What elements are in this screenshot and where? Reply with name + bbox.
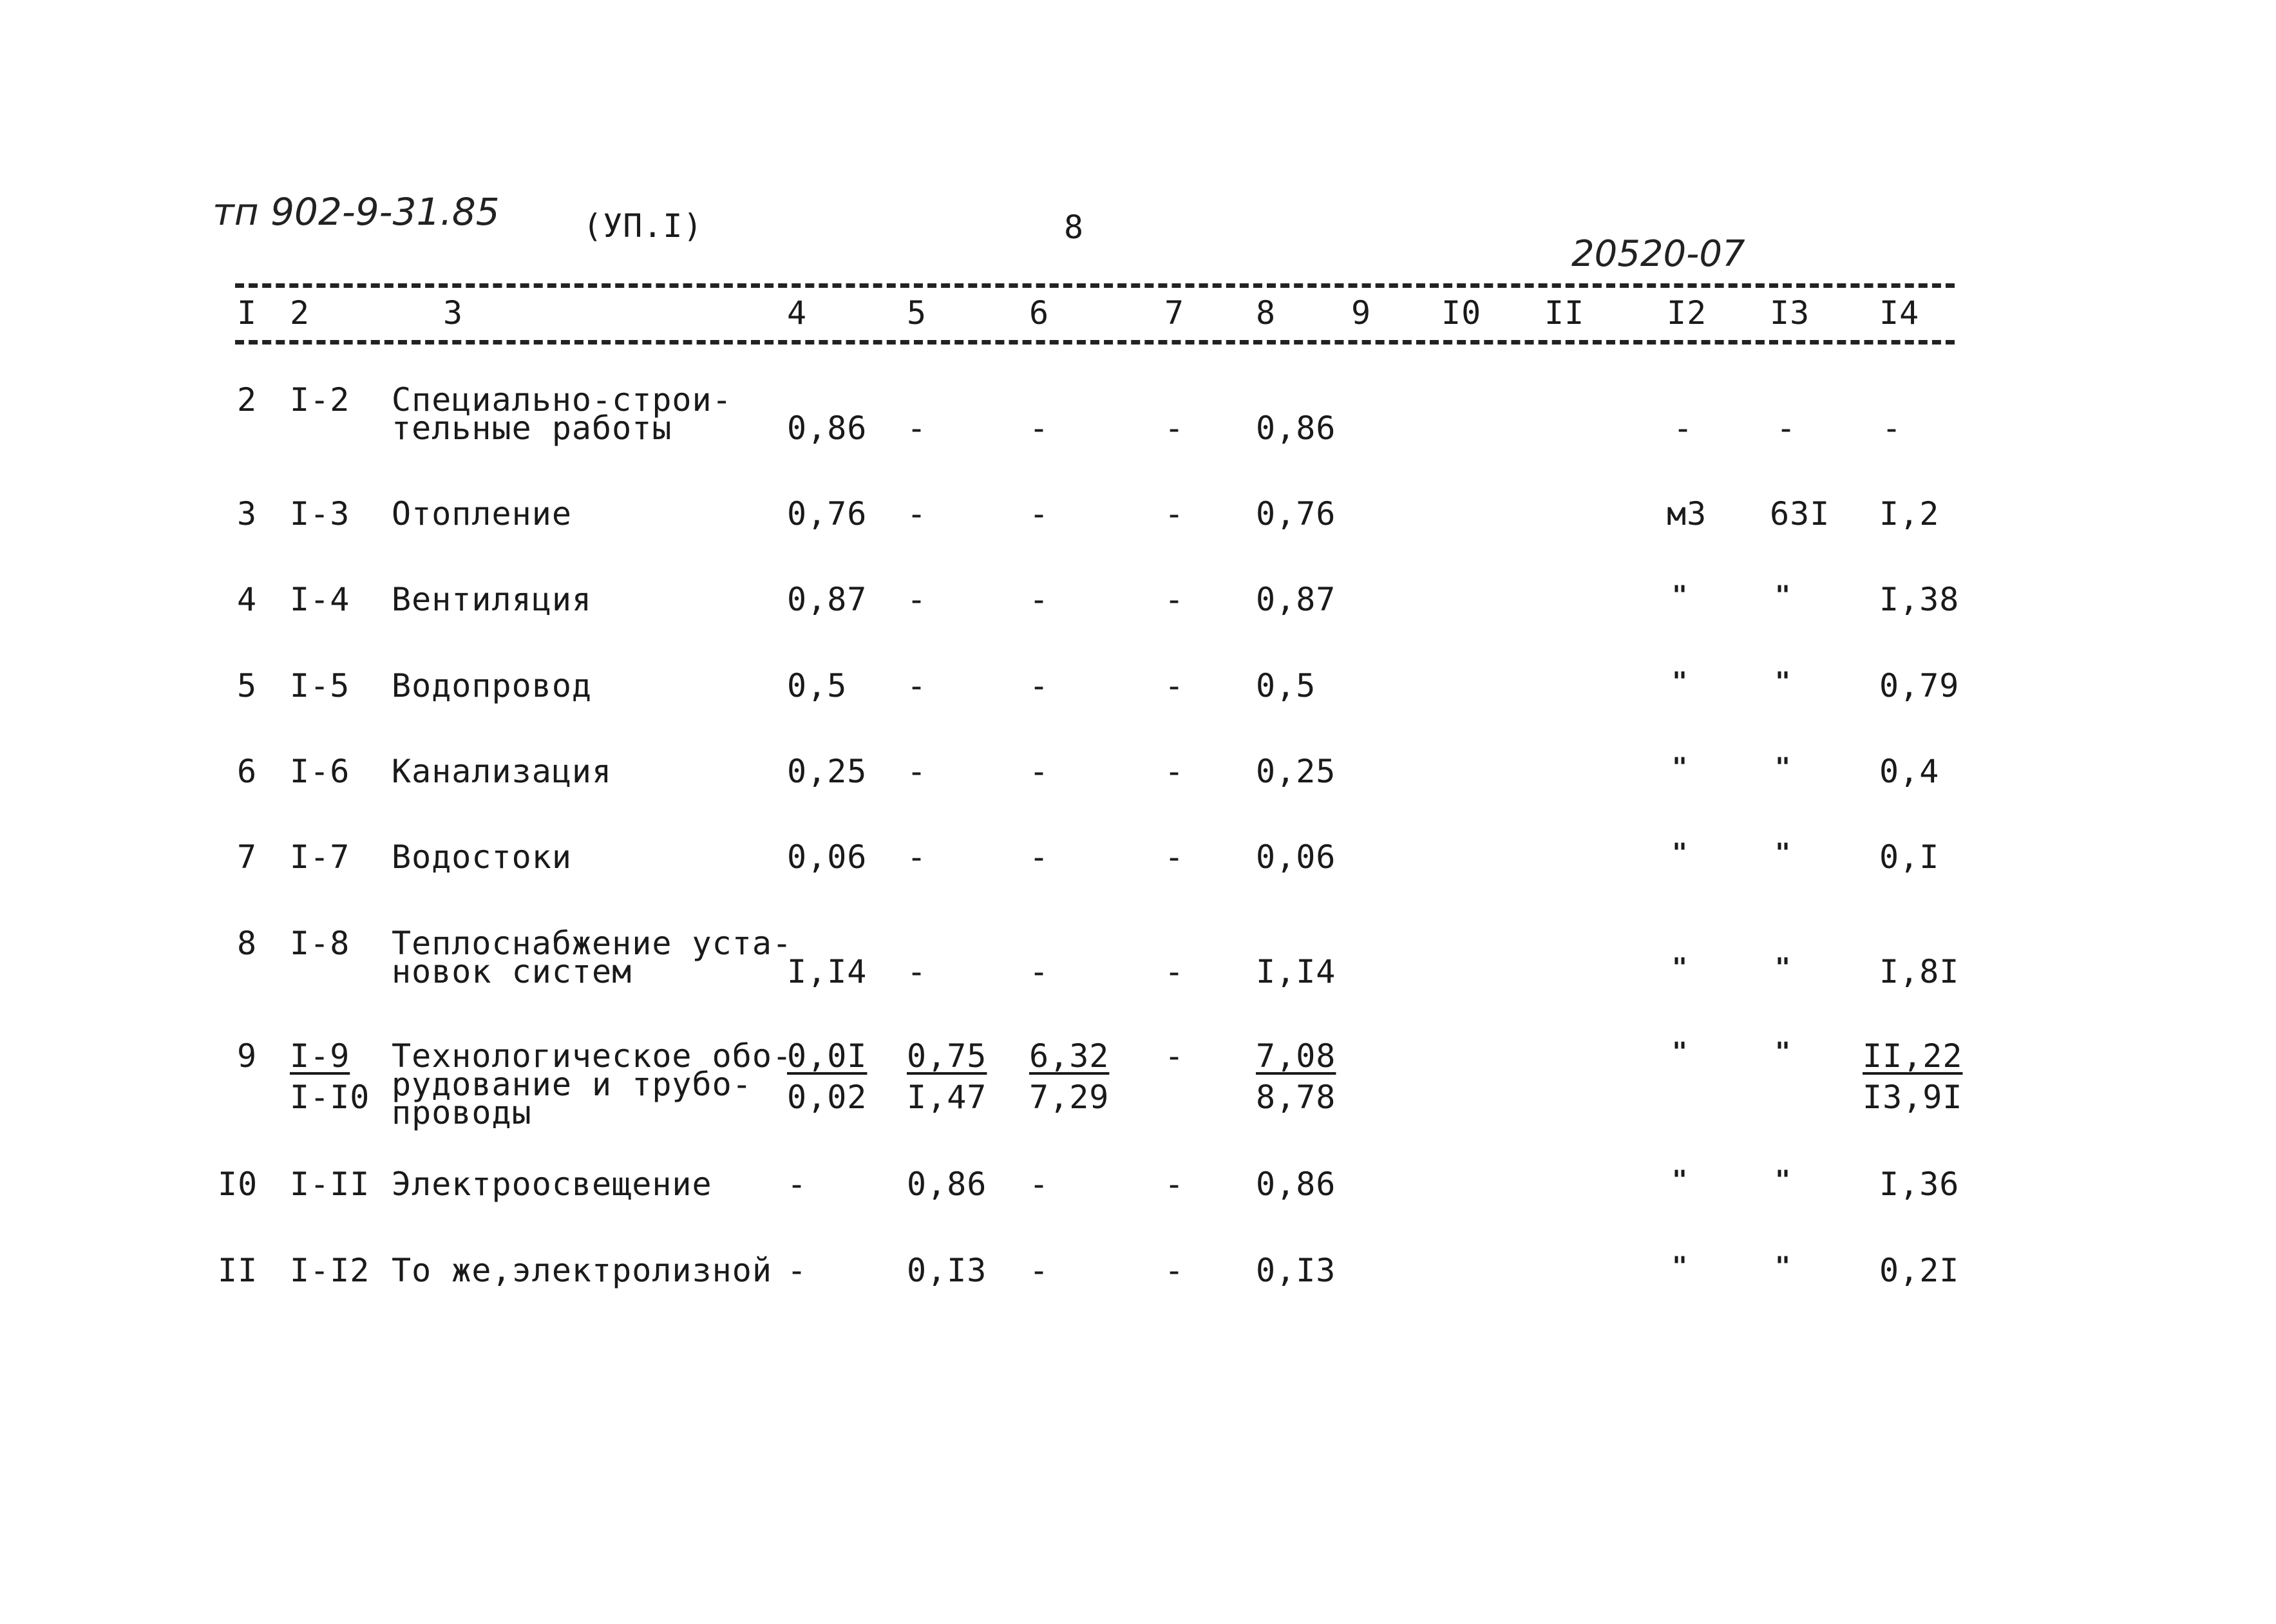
cell-col4: 0,76: [787, 495, 868, 533]
column-header: I4: [1879, 294, 1920, 332]
row-code: I-7: [290, 838, 350, 876]
cell-col6: -: [1029, 581, 1050, 618]
row-name-line: новок систем: [392, 953, 632, 990]
cell-col4: 0,86: [787, 410, 868, 447]
cell-col7: -: [1164, 667, 1185, 704]
cell-col5-secondary: I,47: [907, 1079, 987, 1116]
cell-col4: -: [787, 1252, 808, 1289]
cell-col12: ": [1672, 1037, 1689, 1067]
cell-col12: ": [1672, 581, 1689, 610]
cell-col14: I,38: [1879, 581, 1960, 618]
cell-col6: -: [1029, 410, 1050, 447]
column-header: I3: [1770, 294, 1810, 332]
column-header: II: [1544, 294, 1585, 332]
cell-col5: -: [907, 581, 927, 618]
cell-col13: ": [1775, 1037, 1792, 1067]
cell-col8: 7,08: [1256, 1037, 1336, 1075]
cell-col7: -: [1164, 838, 1185, 876]
row-number: 2: [237, 381, 258, 419]
document-code: тп 902-9-31.85: [213, 190, 500, 234]
cell-col6: -: [1029, 667, 1050, 704]
row-code: I-8: [290, 925, 350, 962]
row-number: 9: [237, 1037, 258, 1075]
cell-col4: -: [787, 1166, 808, 1203]
cell-col7: -: [1164, 753, 1185, 790]
cell-col13: ": [1775, 838, 1792, 868]
cell-col8: 0,25: [1256, 753, 1336, 790]
cell-col12: ": [1672, 1166, 1689, 1195]
cell-col6: -: [1029, 1252, 1050, 1289]
album-number: (УП.I): [583, 207, 703, 245]
cell-col8: 0,87: [1256, 581, 1336, 618]
cell-col14: I,36: [1879, 1166, 1960, 1203]
row-code: I-4: [290, 581, 350, 618]
row-name-line: Водопровод: [392, 667, 593, 704]
cell-col14: 0,I: [1879, 838, 1940, 876]
cell-col5: -: [907, 753, 927, 790]
column-header: I2: [1667, 294, 1707, 332]
column-header: I0: [1441, 294, 1482, 332]
row-number: 3: [237, 495, 258, 533]
cell-col12: ": [1672, 1252, 1689, 1281]
page-number: 8: [1064, 209, 1085, 246]
cell-col12: ": [1672, 838, 1689, 868]
row-number: 6: [237, 753, 258, 790]
cell-col7: -: [1164, 1166, 1185, 1203]
cell-col13: -: [1776, 410, 1797, 447]
cell-col12: -: [1673, 410, 1694, 447]
row-number: 4: [237, 581, 258, 618]
cell-col6: -: [1029, 753, 1050, 790]
row-name-line: Водостоки: [392, 838, 572, 876]
row-name-line: То же,электролизной: [392, 1252, 772, 1289]
cell-col8: I,I4: [1256, 953, 1336, 990]
cell-col6: -: [1029, 838, 1050, 876]
row-name-line: Технологическое обо-: [392, 1037, 793, 1075]
cell-col13: 63I: [1770, 495, 1830, 533]
cell-col14: I,8I: [1879, 953, 1960, 990]
cell-col5: 0,86: [907, 1166, 987, 1203]
cell-col4-secondary: 0,02: [787, 1079, 868, 1116]
cell-col8: 0,5: [1256, 667, 1316, 704]
cell-col8: 0,06: [1256, 838, 1336, 876]
cell-col13: ": [1775, 1166, 1792, 1195]
row-name-line: тельные работы: [392, 410, 672, 447]
row-code: I-I2: [290, 1252, 370, 1289]
cell-col13: ": [1775, 1252, 1792, 1281]
row-code: I-2: [290, 381, 350, 419]
row-name-line: Канализация: [392, 753, 612, 790]
row-code: I-6: [290, 753, 350, 790]
cell-col8: 0,76: [1256, 495, 1336, 533]
cell-col14: 0,4: [1879, 753, 1940, 790]
cell-col5: -: [907, 838, 927, 876]
row-name-line: Теплоснабжение уста-: [392, 925, 793, 962]
row-number: I0: [218, 1166, 258, 1203]
cell-col7: -: [1164, 581, 1185, 618]
cell-col6: -: [1029, 1166, 1050, 1203]
row-name-line: рудование и трубо-: [392, 1066, 752, 1103]
cell-col12: м3: [1667, 495, 1707, 533]
row-code-secondary: I-I0: [290, 1079, 370, 1116]
column-header: 8: [1256, 294, 1276, 332]
row-number: 7: [237, 838, 258, 876]
cell-col5: 0,I3: [907, 1252, 987, 1289]
cell-col4: 0,25: [787, 753, 868, 790]
column-header: 3: [443, 294, 464, 332]
row-code: I-9: [290, 1037, 350, 1075]
column-header: 9: [1351, 294, 1372, 332]
row-number: 8: [237, 925, 258, 962]
cell-col5: -: [907, 953, 927, 990]
cell-col7: -: [1164, 953, 1185, 990]
column-header: 2: [290, 294, 310, 332]
cell-col7: -: [1164, 495, 1185, 533]
row-number: 5: [237, 667, 258, 704]
cell-col13: ": [1775, 667, 1792, 697]
row-name-line: Электроосвещение: [392, 1166, 712, 1203]
cell-col6: -: [1029, 953, 1050, 990]
cell-col13: ": [1775, 581, 1792, 610]
cell-col8-secondary: 8,78: [1256, 1079, 1336, 1116]
cell-col12: ": [1672, 953, 1689, 983]
header-top-rule: [235, 283, 1955, 288]
column-header: 6: [1029, 294, 1050, 332]
cell-col6: 6,32: [1029, 1037, 1110, 1075]
cell-col7: -: [1164, 1252, 1185, 1289]
row-name-line: Специально-строи-: [392, 381, 732, 419]
cell-col14: -: [1882, 410, 1902, 447]
cell-col14: II,22: [1863, 1037, 1963, 1075]
row-code: I-3: [290, 495, 350, 533]
column-header: 4: [787, 294, 808, 332]
cell-col5: 0,75: [907, 1037, 987, 1075]
cell-col4: 0,5: [787, 667, 848, 704]
cell-col4: 0,06: [787, 838, 868, 876]
column-header: 7: [1164, 294, 1185, 332]
cell-col8: 0,I3: [1256, 1252, 1336, 1289]
cell-col4: 0,87: [787, 581, 868, 618]
cell-col6-secondary: 7,29: [1029, 1079, 1110, 1116]
cell-col13: ": [1775, 953, 1792, 983]
cell-col8: 0,86: [1256, 1166, 1336, 1203]
cell-col5: -: [907, 410, 927, 447]
column-header: 5: [907, 294, 927, 332]
inventory-number: 20520-07: [1571, 233, 1745, 275]
header-bottom-rule: [235, 340, 1955, 345]
cell-col5: -: [907, 495, 927, 533]
cell-col8: 0,86: [1256, 410, 1336, 447]
cell-col5: -: [907, 667, 927, 704]
cell-col14-secondary: I3,9I: [1863, 1079, 1963, 1116]
row-code: I-5: [290, 667, 350, 704]
row-name-line: Отопление: [392, 495, 572, 533]
row-name-line: проводы: [392, 1094, 532, 1131]
cell-col14: I,2: [1879, 495, 1940, 533]
row-name-line: Вентиляция: [392, 581, 593, 618]
cell-col4: I,I4: [787, 953, 868, 990]
cell-col6: -: [1029, 495, 1050, 533]
cell-col7: -: [1164, 410, 1185, 447]
row-code: I-II: [290, 1166, 370, 1203]
cell-col7: -: [1164, 1037, 1185, 1075]
cell-col12: ": [1672, 667, 1689, 697]
cell-col14: 0,79: [1879, 667, 1960, 704]
column-header: I: [237, 294, 258, 332]
cell-col13: ": [1775, 753, 1792, 782]
cell-col4: 0,0I: [787, 1037, 868, 1075]
cell-col14: 0,2I: [1879, 1252, 1960, 1289]
row-number: II: [218, 1252, 258, 1289]
cell-col12: ": [1672, 753, 1689, 782]
